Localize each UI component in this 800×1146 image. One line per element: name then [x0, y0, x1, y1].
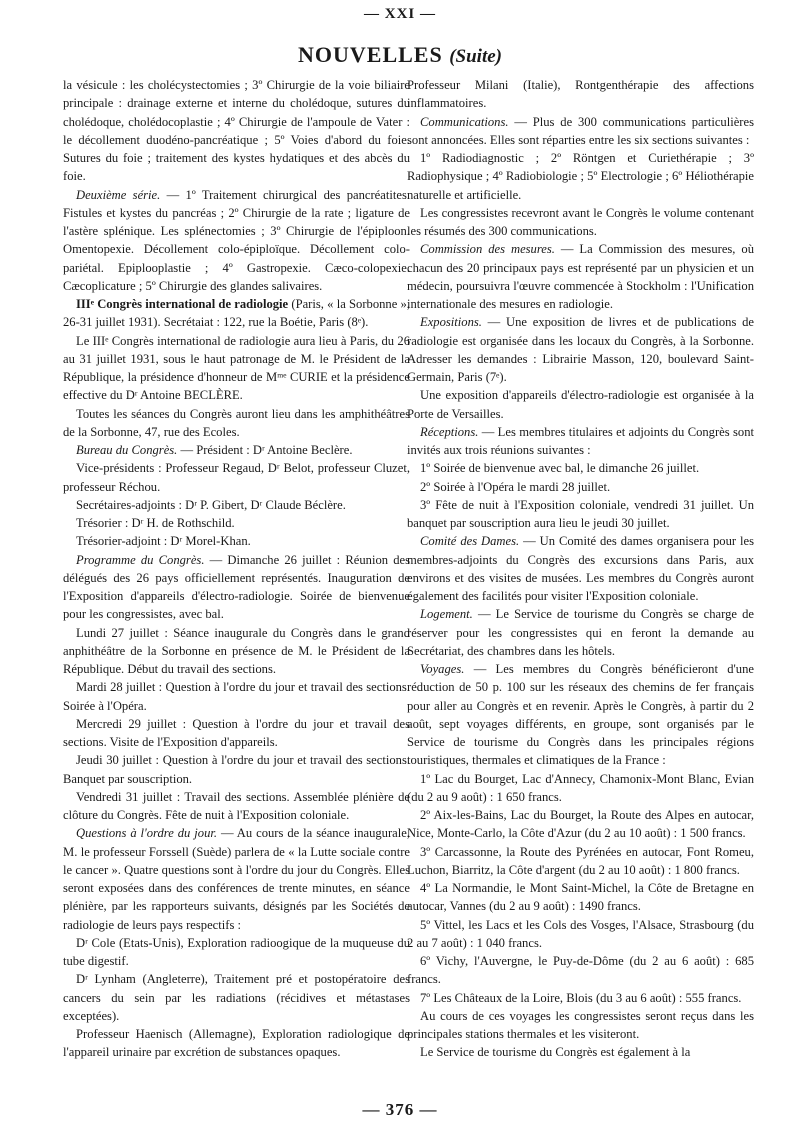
paragraph-text: 4º La Normandie, le Mont Saint-Michel, la Côte de Bretagne en autocar, Vannes (du 2 au 9 août) : 1490 francs.	[407, 881, 754, 914]
paragraph	[407, 76, 754, 113]
paragraph-lead: Deuxième série.	[76, 187, 161, 202]
paragraph	[407, 879, 754, 916]
paragraph	[407, 423, 754, 460]
paragraph-text: — La Commission des mesures, où chacun des 20 principaux pays est représenté par un physicien et un médecin, poursuivra l'œuvre commencée à Stockholm : l'Unification internationale des mesures en radiologie.	[407, 242, 755, 311]
paragraph-lead: Voyages.	[420, 662, 465, 676]
paragraph-text: — Au cours de la séance inaugurale, M. le professeur Forssell (Suède) parlera de « la Lutte sociale contre le cancer ». Quatre questions sont à l'ordre du jour du Congrès. Elles seront exposées dans des conférences de trente minutes, en séance plénière, par les rapporteurs suivants, désignés par les Sociétés de radiologie de leurs pays respectifs :	[63, 826, 410, 932]
paragraph-text: 2º Aix-les-Bains, Lac du Bourget, la Route des Alpes en autocar, Nice, Monte-Carlo, la Côte d'Azur (du 2 au 10 août) : 1 500 francs.	[407, 808, 754, 841]
paragraph-text: — Président : Dʳ Antoine Beclère.	[177, 443, 353, 457]
paragraph-text: — Plus de 300 communications particulières sont annoncées. Elles sont réparties entre les six sections suivantes :	[407, 114, 754, 147]
paragraph-text: Trésorier-adjoint : Dʳ Morel-Khan.	[76, 534, 251, 549]
paragraph-text: 1º Radiodiagnostic ; 2º Röntgen et Curiethérapie ; 3º Radiophysique ; 4º Radiobiologie ; 5º Electrologie ; 6º Héliothérapie naturelle et artificielle.	[407, 151, 754, 202]
paragraph-text: Le IIIᵉ Congrès international de radiologie aura lieu à Paris, du 26 au 31 juillet 1931, sous le haut patronage de M. le Président de la République, la présidence d'honneur de Mᵐᵉ CURIE et la présidence effective du Dʳ Antoine BECLÈRE.	[63, 333, 410, 403]
paragraph	[407, 806, 754, 843]
page-title-suffix: (Suite)	[449, 46, 502, 67]
paragraph	[407, 532, 754, 605]
paragraph	[407, 989, 754, 1007]
paragraph	[63, 76, 410, 186]
paragraph-lead: Logement.	[420, 607, 473, 622]
paragraph-text: (Paris, « la Sorbonne », 26-31 juillet 1931). Secrétaiat : 122, rue la Boétie, Paris (8ᵉ).	[63, 297, 410, 330]
paragraph-text: — Un Comité des dames organisera pour les membres-adjoints du Congrès des excursions dans Paris, aux environs et des visites de musées. Les membres du Congrès auront également des facilités pour visiter l'Exposition coloniale.	[407, 534, 754, 603]
paragraph-text: — Une exposition de livres et de publications de radiologie est organisée dans les locaux du Congrès, à la Sorbonne. Adresser les demandes : Librairie Masson, 120, boulevard Saint-Germain, Paris (7ᵉ).	[407, 315, 754, 384]
paragraph-text: Au cours de ces voyages les congressistes seront reçus dans les principales stations thermales et les visiteront.	[407, 1008, 754, 1041]
paragraph	[407, 952, 754, 989]
paragraph-lead: Comité des Dames.	[420, 534, 520, 549]
paragraph	[407, 113, 754, 150]
paragraph	[63, 788, 410, 825]
paragraph	[63, 1025, 410, 1062]
paragraph-text: — Le Service de tourisme du Congrès se charge de réserver pour les congressistes qui en feront la demande au Secrétariat, des chambres dans les hôtels.	[407, 607, 754, 658]
paragraph-text: Lundi 27 juillet : Séance inaugurale du Congrès dans le grand anphithéâtre de la Sorbonne en présence de M. le Président de la République. Début du travail des sections.	[63, 625, 410, 676]
paragraph	[63, 405, 410, 442]
paragraph-lead: Bureau du Congrès.	[76, 443, 178, 457]
paragraph	[407, 459, 754, 477]
paragraph	[407, 843, 754, 880]
paragraph-text: — Les membres titulaires et adjoints du Congrès sont invités aux trois réunions suivantes :	[407, 424, 754, 457]
paragraph-text: 7º Les Châteaux de la Loire, Blois (du 3 au 6 août) : 555 francs.	[420, 990, 742, 1005]
paragraph	[407, 605, 754, 660]
right-column	[407, 76, 754, 1062]
paragraph-text: — 1º Traitement chirurgical des pancréatites. Fistules et kystes du pancréas ; 2º Chirurgie de la rate ; ligature de l'astère splénique. Les splénectomies ; 3º Chirurgie de l'épiploon. Omentopexie. Décollement colo-épiploïque. Décollement colo-pariétal. Epiplooplastie ; 4º Gastropexie. Cæco-colopexie. Cæcoplicature ; 5º Chirurgie des glandes salivaires.	[63, 187, 410, 293]
paragraph	[407, 204, 754, 241]
paragraph	[63, 441, 410, 459]
page-title-main: NOUVELLES	[298, 42, 443, 67]
paragraph-text: 3º Fête de nuit à l'Exposition coloniale, vendredi 31 juillet. Un banquet par souscription aura lieu le jeudi 30 juillet.	[407, 497, 754, 530]
paragraph	[63, 715, 410, 752]
paragraph-text: 1º Soirée de bienvenue avec bal, le dimanche 26 juillet.	[420, 461, 700, 476]
paragraph	[63, 551, 410, 624]
paragraph	[63, 751, 410, 788]
paragraph-lead: Programme du Congrès.	[76, 552, 205, 567]
paragraph-lead: Questions à l'ordre du jour.	[76, 826, 218, 841]
paragraph-text: Trésorier : Dʳ H. de Rothschild.	[76, 516, 235, 530]
left-column	[63, 76, 410, 1062]
paragraph	[407, 478, 754, 496]
paragraph-text: Vendredi 31 juillet : Travail des sections. Assemblée plénière de clôture du Congrès. Fête de nuit à l'Exposition coloniale.	[63, 789, 410, 822]
paragraph-text: Toutes les séances du Congrès auront lieu dans les amphithéâtres de la Sorbonne, 47, rue des Ecoles.	[63, 406, 410, 439]
paragraph-lead: Expositions.	[420, 315, 482, 330]
paragraph	[407, 770, 754, 807]
paragraph	[407, 240, 754, 313]
paragraph-text: Dʳ Lynham (Angleterre), Traitement pré et postopératoire des cancers du sein par les radiations (récidives et métastases exceptées).	[63, 972, 410, 1023]
paragraph-text: Les congressistes recevront avant le Congrès le volume contenant les résumés des 300 communications.	[407, 205, 754, 238]
paragraph-text: 3º Carcassonne, la Route des Pyrénées en autocar, Font Romeu, Luchon, Biarritz, la Côte d'argent (du 2 au 10 août) : 1 800 francs.	[407, 844, 754, 877]
paragraph	[407, 496, 754, 533]
paragraph	[407, 660, 754, 770]
paragraph	[407, 1007, 754, 1044]
paragraph-text: Professeur Haenisch (Allemagne), Exploration radiologique de l'appareil urinaire par excrétion de substances opaques.	[63, 1027, 410, 1060]
paragraph	[63, 295, 410, 332]
paragraph	[407, 1043, 754, 1061]
paragraph-text: Mardi 28 juillet : Question à l'ordre du jour et travail des sections. Soirée à l'Opéra.	[63, 680, 410, 713]
paragraph-heading: IIIᵉ Congrès international de radiologie	[76, 297, 289, 311]
paragraph	[407, 916, 754, 953]
paragraph	[63, 532, 410, 550]
paragraph	[407, 313, 754, 386]
paragraph-text: 2º Soirée à l'Opéra le mardi 28 juillet.	[420, 479, 611, 494]
paragraph-text: Dʳ Cole (Etats-Unis), Exploration radioogique de la muqueuse du tube digestif.	[63, 935, 410, 968]
paragraph-text: Le Service de tourisme du Congrès est également à la	[420, 1045, 691, 1060]
paragraph-text: Secrétaires-adjoints : Dʳ P. Gibert, Dʳ Claude Béclère.	[76, 497, 346, 512]
paragraph	[63, 934, 410, 971]
paragraph	[63, 332, 410, 405]
paragraph-text: 1º Lac du Bourget, Lac d'Annecy, Chamonix-Mont Blanc, Evian (du 2 au 9 août) : 1 650 francs.	[407, 771, 754, 804]
paragraph	[63, 186, 410, 296]
paragraph	[63, 678, 410, 715]
paragraph	[63, 624, 410, 679]
paragraph-lead: Communications.	[420, 114, 509, 129]
page-number: — 376 —	[362, 1100, 438, 1119]
paragraph-text: — Dimanche 26 juillet : Réunion des délégués des 26 pays officiellement représentés. Inauguration de l'Exposition d'appareils d'électro-radiologie. Soirée de bienvenue pour les congressistes, avec bal.	[63, 552, 411, 622]
paragraph	[63, 970, 410, 1025]
paragraph-text: Vice-présidents : Professeur Regaud, Dʳ Belot, professeur Cluzet, professeur Réchou.	[63, 461, 410, 494]
paragraph-text: 6º Vichy, l'Auvergne, le Puy-de-Dôme (du 2 au 6 août) : 685 francs.	[407, 954, 754, 987]
paragraph	[63, 459, 410, 496]
paragraph	[407, 386, 754, 423]
paragraph-lead: Réceptions.	[420, 424, 479, 439]
paragraph	[407, 149, 754, 204]
paragraph	[63, 824, 410, 934]
paragraph-text: Professeur Milani (Italie), Rontgenthérapie des affections inflammatoires.	[407, 78, 754, 111]
paragraph-text: Une exposition d'appareils d'électro-radiologie est organisée à la Porte de Versailles.	[407, 388, 754, 421]
paragraph-text: — Les membres du Congrès bénéficieront d'une réduction de 50 p. 100 sur les réseaux des chemins de fer français pour aller au Congrès et en revenir. Après le Congrès, à partir du 2 août, sept voyages différents, en groupe, sont organisés par le Service de tourisme du Congrès dans les principales régions touristiques, thermales et climatiques de la France :	[407, 662, 754, 768]
paragraph-lead: Commission des mesures.	[420, 242, 555, 257]
paragraph	[63, 514, 410, 532]
paragraph	[63, 496, 410, 514]
page-title	[0, 42, 800, 68]
roman-page-number: — XXI —	[363, 6, 436, 22]
paragraph-text: Mercredi 29 juillet : Question à l'ordre du jour et travail des sections. Visite de l'Exposition d'appareils.	[63, 716, 410, 749]
paragraph-text: 5º Vittel, les Lacs et les Cols des Vosges, l'Alsace, Strasbourg (du 2 au 7 août) : 1 040 francs.	[407, 917, 754, 950]
paragraph-text: Jeudi 30 juillet : Question à l'ordre du jour et travail des sections. Banquet par souscription.	[63, 753, 410, 786]
paragraph-text: la vésicule : les cholécystectomies ; 3º Chirurgie de la voie biliaire principale : drainage externe et interne du cholédoque, sutures du cholédoque, cholédocoplastie ; 4º Chirurgie de l'ampoule de Vater : le décollement duodéno-pancréatique ; 5º Voies d'abord du foie. Sutures du foie ; traitement des kystes hydatiques et des abcès du foie.	[63, 78, 410, 184]
